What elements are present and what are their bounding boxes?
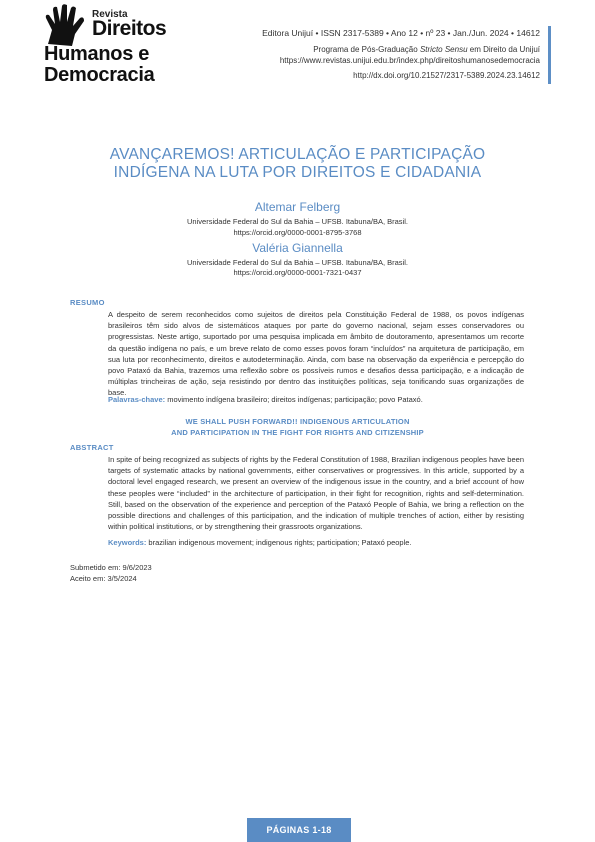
resumo-label: RESUMO [70, 298, 105, 307]
keywords: Keywords: brazilian indigenous movement; indigenous rights; participation; Pataxó people. [108, 538, 412, 547]
submitted-date: Submetido em: 9/6/2023 [70, 563, 152, 572]
author-name: Valéria Giannella [252, 241, 343, 255]
program-info: Programa de Pós-Graduação Stricto Sensu em Direito da Unijuí [313, 45, 540, 54]
header-accent-bar [548, 26, 551, 84]
palavras-chave: Palavras-chave: movimento indígena brasileiro; direitos indígenas; participação; povo Pataxó. [108, 395, 423, 404]
resumo-text: A despeito de serem reconhecidos como sujeitos de direitos pela Constituição Federal de 1988, os povos indígenas brasileiros têm sido alvos de sistemáticos ataques por parte do governo nacional, sejam esses conservadores ou progressistas. Neste artigo, suportado por uma pesquisa implicada em âmbito de doutoramento, apresentamos um recorte da questão indígena no país, e um breve relato de como esses povos foram “incluídos” na arquitetura de participação, em sua luta por reconhecimento, direitos e autodeterminação. Ainda, com base na observação da experiência e percepção do povo Pataxó da Bahia, trazemos uma reflexão sobre os possíveis rumos e desafios dessa participação, e a indicação de múltiplas trincheiras de ação, seja resistindo por dentro das instituições políticas, seja tonificando suas organizações de base. [108, 310, 524, 398]
author-name: Altemar Felberg [254, 200, 341, 214]
journal-info: Editora Unijuí • ISSN 2317-5389 • Ano 12 • nº 23 • Jan./Jun. 2024 • 14612 [262, 28, 540, 38]
author-affiliation: Universidade Federal do Sul da Bahia – UFSB. Itabuna/BA, Brasil. [187, 217, 408, 226]
article-title: AVANÇAREMOS! ARTICULAÇÃO E PARTICIPAÇÃO INDÍGENA NA LUTA POR DIREITOS E CIDADANIA [109, 146, 486, 181]
logo-revista: Revista [92, 9, 128, 20]
logo-line-3: Democracia [44, 64, 155, 86]
journal-url-link[interactable]: https://www.revistas.unijui.edu.br/index.php/direitoshumanosedemocracia [279, 56, 540, 65]
logo-line-2: Humanos e [44, 43, 150, 65]
english-title: WE SHALL PUSH FORWARD!! INDIGENOUS ARTICULATION AND PARTICIPATION IN THE FIGHT FOR RIGHTS AND CITIZENSHIP [171, 417, 424, 437]
accepted-date: Aceito em: 3/5/2024 [70, 574, 137, 583]
author-orcid-link[interactable]: https://orcid.org/0000-0001-7321-0437 [233, 268, 362, 277]
author-orcid-link[interactable]: https://orcid.org/0000-0001-8795-3768 [233, 228, 362, 237]
abstract-text: In spite of being recognized as subjects of rights by the Federal Constitution of 1988, Brazilian indigenous peoples have been targets of systematic attacks by national governments, either conservatives or progressives. In this article, supported by a doctoral level engaged research, we present an overview of the indigenous issue in the country, and a brief account of how these peoples were “included” in the architecture of participation, in their fight for recognition, rights and self-determination. Still, based on the observation of the experience and perception of the Pataxó People of Bahia, we bring a reflection on the possible directions and challenges of this participation, and the indication of multiple trenches of action, either by resisting within political institutions, or by strengthening their grassroots organizations. [108, 455, 524, 532]
logo-line-1: Direitos [92, 17, 167, 40]
author-affiliation: Universidade Federal do Sul da Bahia – UFSB. Itabuna/BA, Brasil. [187, 258, 408, 267]
hand-logo-icon [42, 4, 90, 48]
doi-link[interactable]: http://dx.doi.org/10.21527/2317-5389.2024.23.14612 [353, 71, 540, 80]
pages-badge: PÁGINAS 1-18 [247, 818, 351, 842]
abstract-label: ABSTRACT [70, 443, 114, 452]
